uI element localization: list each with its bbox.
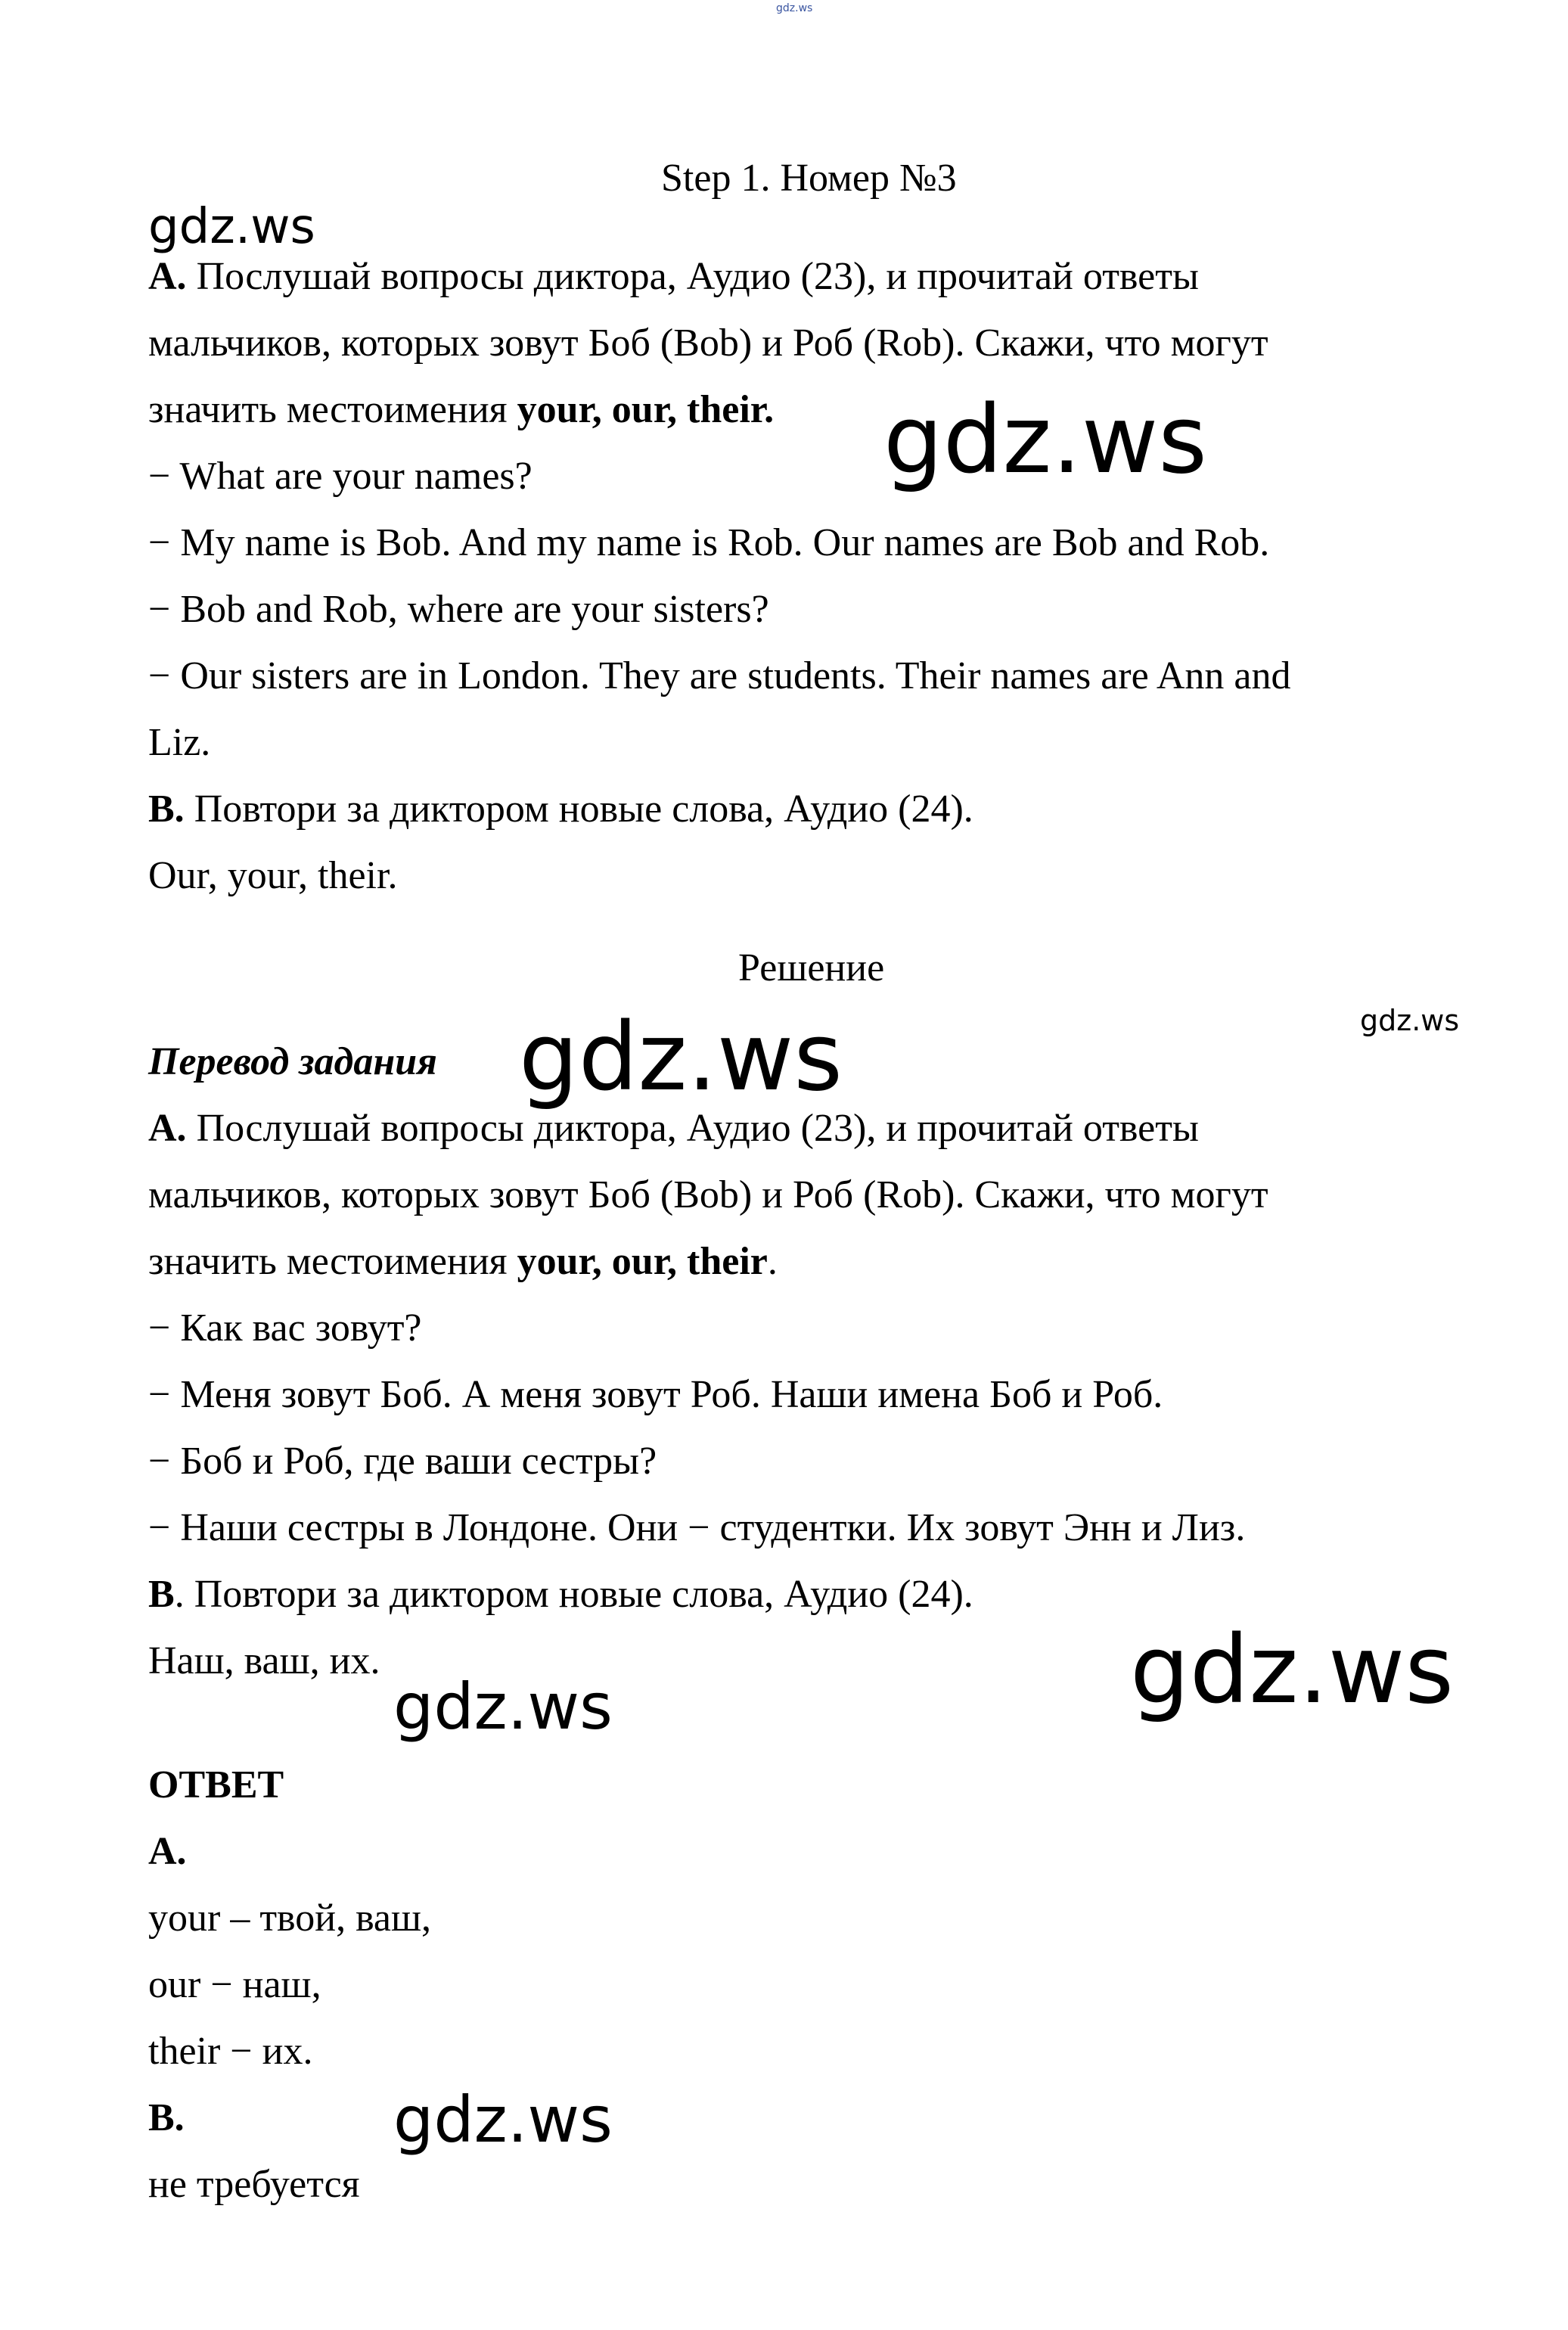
translation-dialog-line: − Как вас зовут? xyxy=(148,1306,422,1350)
answer-b-line xyxy=(148,2095,185,2141)
task-b-text: Повтори за диктором новые слова, Аудио (24). xyxy=(184,788,973,831)
answer-a-line xyxy=(148,1829,187,1875)
watermark: gdz.ws xyxy=(1360,1004,1460,1037)
task-b-label: В. xyxy=(148,788,185,831)
task-a-line-3 xyxy=(148,387,774,433)
task-words: Our, your, their. xyxy=(148,854,398,897)
translation-heading-text: Перевод задания xyxy=(148,1040,437,1083)
watermark: gdz.ws xyxy=(148,199,315,255)
answer-item: their − их. xyxy=(148,2030,313,2073)
answer-b-text: не требуется xyxy=(148,2163,360,2206)
watermark: gdz.ws xyxy=(883,386,1207,495)
dialog-line: − Our sisters are in London. They are students. Their names are Ann and xyxy=(148,654,1291,697)
watermark: gdz.ws xyxy=(393,1670,613,1744)
translation-a-text: Послушай вопросы диктора, Аудио (23), и прочитай ответы xyxy=(186,1107,1199,1150)
translation-a-line-3 xyxy=(148,1239,778,1285)
translation-b-line xyxy=(148,1572,973,1617)
translation-dialog-line: − Меня зовут Боб. А меня зовут Роб. Наши имена Боб и Роб. xyxy=(148,1373,1163,1416)
dialog-line: − What are your names? xyxy=(148,455,532,498)
translation-a-line-2: мальчиков, которых зовут Боб (Bob) и Роб (Rob). Скажи, что могут xyxy=(148,1173,1268,1216)
page-title: Step 1. Номер №3 xyxy=(661,157,957,200)
translation-a-label: А. xyxy=(148,1107,187,1150)
task-a-text: Послушай вопросы диктора, Аудио (23), и прочитай ответы xyxy=(186,255,1199,298)
task-a-line-1 xyxy=(148,254,1199,300)
answer-item: your – твой, ваш, xyxy=(148,1897,432,1940)
translation-b-text: . Повтори за диктором новые слова, Аудио (24). xyxy=(174,1573,973,1616)
dialog-line: − My name is Bob. And my name is Rob. Our names are Bob and Rob. xyxy=(148,521,1270,564)
translation-a-line-3-prefix: значить местоимения xyxy=(148,1240,517,1283)
answer-a-label: А. xyxy=(148,1830,187,1873)
answer-item: our − наш, xyxy=(148,1963,321,2006)
translation-heading xyxy=(148,1039,437,1085)
translation-a-line-1 xyxy=(148,1106,1199,1151)
task-a-pronouns: your, our, their. xyxy=(517,388,775,431)
translation-words: Наш, ваш, их. xyxy=(148,1639,380,1682)
answer-heading xyxy=(148,1763,284,1808)
dialog-line: − Bob and Rob, where are your sisters? xyxy=(148,588,769,631)
translation-a-line-3-suffix: . xyxy=(767,1240,778,1283)
watermark-tiny: gdz.ws xyxy=(776,2,813,14)
task-a-label: А. xyxy=(148,255,187,298)
translation-b-label: В xyxy=(148,1573,175,1616)
translation-dialog-line: − Боб и Роб, где ваши сестры? xyxy=(148,1440,657,1483)
dialog-line: Liz. xyxy=(148,721,211,764)
translation-dialog-line: − Наши сестры в Лондоне. Они − студентки. Их зовут Энн и Лиз. xyxy=(148,1506,1246,1549)
task-a-line-2: мальчиков, которых зовут Боб (Bob) и Роб (Rob). Скажи, что могут xyxy=(148,322,1268,365)
watermark: gdz.ws xyxy=(1130,1616,1454,1725)
answer-heading-text: ОТВЕТ xyxy=(148,1763,284,1807)
task-a-line-3-prefix: значить местоимения xyxy=(148,388,517,431)
watermark: gdz.ws xyxy=(393,2083,613,2157)
answer-b-label: В. xyxy=(148,2096,185,2139)
translation-a-pronouns: your, our, their xyxy=(517,1240,768,1283)
watermark: gdz.ws xyxy=(519,1003,843,1112)
task-b-line xyxy=(148,787,973,832)
solution-title: Решение xyxy=(738,946,885,989)
